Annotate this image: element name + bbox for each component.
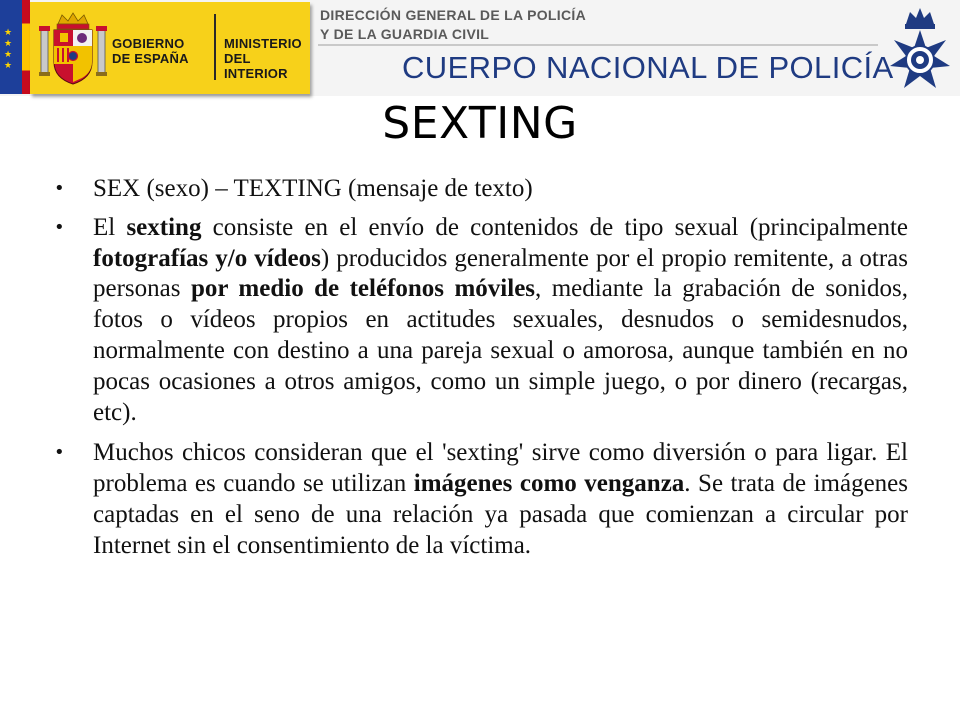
bullet-marker: • — [54, 442, 65, 464]
ministerio-del-interior-label: MINISTERIO DEL INTERIOR — [224, 36, 302, 81]
logo-divider — [214, 14, 216, 80]
bullet-list — [52, 174, 908, 572]
bullet-marker: • — [54, 178, 65, 199]
direccion-general-label: DIRECCIÓN GENERAL DE LA POLICÍA Y DE LA GUARDIA CIVIL — [320, 7, 586, 42]
bold-term: fotografías y/o vídeos — [93, 244, 321, 272]
header-banner — [0, 0, 960, 96]
bullet-text: consiste en el envío de contenidos de tipo sexual (principalmente — [201, 213, 908, 241]
eu-flag-icon: ★ ★ ★ ★ — [0, 0, 22, 94]
bullet-item — [52, 174, 908, 205]
spanish-flag-stripe — [22, 0, 30, 94]
bold-term: por medio de teléfonos móviles — [190, 275, 536, 303]
bullet-text: El — [93, 213, 127, 241]
bold-term: sexting — [126, 213, 202, 241]
bullet-text: , mediante la grabación de sonidos, fotos o vídeos propios en actitudes sexuales, desnudos o semidesnudos, normalmente con destino a una pareja sexual o amorosa, aunque también en no pocas ocasiones a otros amigos, como un simple juego, o por dinero (recargas, etc). — [93, 275, 908, 426]
slide-title: SEXTING — [382, 98, 578, 149]
header-divider-line — [318, 44, 878, 46]
bullet-text: ) producidos generalmente por el propio remitente, a otras personas — [93, 244, 908, 303]
bullet-item — [52, 438, 908, 561]
bullet-text: SEX (sexo) – TEXTING (mensaje de texto) — [93, 175, 533, 202]
bold-term: imágenes como venganza — [413, 470, 685, 498]
gobierno-de-espana-label: GOBIERNO DE ESPAÑA — [112, 36, 189, 66]
spanish-coat-of-arms-icon — [38, 12, 108, 86]
cuerpo-nacional-de-policia-label: CUERPO NACIONAL DE POLICÍA — [402, 50, 894, 85]
police-badge-icon — [888, 4, 952, 92]
bullet-text: Muchos chicos consideran que el 'sexting' sirve como diversión o para ligar. El problema es cuando se utilizan — [93, 439, 908, 498]
bullet-marker: • — [54, 216, 65, 238]
bullet-text: . Se trata de imágenes captadas en el seno de una relación ya pasada que comienzan a circular por Internet sin el consentimiento de la víctima. — [93, 470, 908, 559]
government-logo-box — [30, 2, 310, 94]
bullet-item — [52, 213, 908, 429]
